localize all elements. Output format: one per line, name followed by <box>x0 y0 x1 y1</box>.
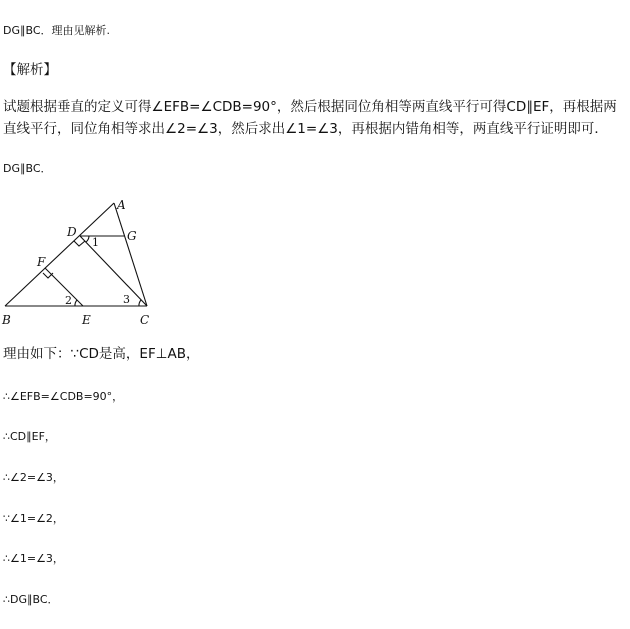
label-f: F <box>37 255 46 269</box>
answer-rest: ．理由见解析. <box>40 24 111 37</box>
angle-3-arc <box>139 300 141 306</box>
angle-1-arc <box>86 236 89 242</box>
label-c: C <box>140 313 150 327</box>
label-g: G <box>127 229 137 243</box>
proof-step: ∵∠1=∠2， <box>3 512 64 525</box>
label-angle-2: 2 <box>65 294 72 307</box>
right-angle-mark-d <box>74 241 85 246</box>
label-angle-3: 3 <box>123 293 130 306</box>
geometry-figure <box>0 192 180 332</box>
proof-step: ∴∠EFB=∠CDB=90°， <box>3 390 124 403</box>
label-e: E <box>82 313 91 327</box>
segment-cd <box>80 236 147 306</box>
label-angle-1: 1 <box>92 236 99 249</box>
proof-intro: 理由如下：∵CD是高，EF⊥AB， <box>3 346 200 362</box>
right-angle-mark-f <box>43 273 53 278</box>
proof-step: ∴∠2=∠3， <box>3 471 64 484</box>
answer-line <box>3 22 110 40</box>
proof-step: ∴∠1=∠3， <box>3 552 64 565</box>
answer-conclusion: DG∥BC <box>3 24 41 37</box>
proof-step: ∴CD∥EF， <box>3 430 56 443</box>
segment-ac <box>114 203 147 306</box>
label-d: D <box>67 225 77 239</box>
analysis-paragraph: 试题根据垂直的定义可得∠EFB=∠CDB=90°，然后根据同位角相等两直线平行可得CD∥EF，再根据两直线平行，同位角相等求出∠2=∠3，然后求出∠1=∠3，再根据内错角相等，两直线平行证明即可． <box>3 99 617 137</box>
label-b: B <box>2 313 11 327</box>
section-heading: 【解析】 <box>3 62 57 78</box>
proof-step: ∴DG∥BC． <box>3 593 59 606</box>
angle-2-arc <box>75 300 77 306</box>
restated-conclusion: DG∥BC． <box>3 162 52 175</box>
label-a: A <box>117 198 126 212</box>
